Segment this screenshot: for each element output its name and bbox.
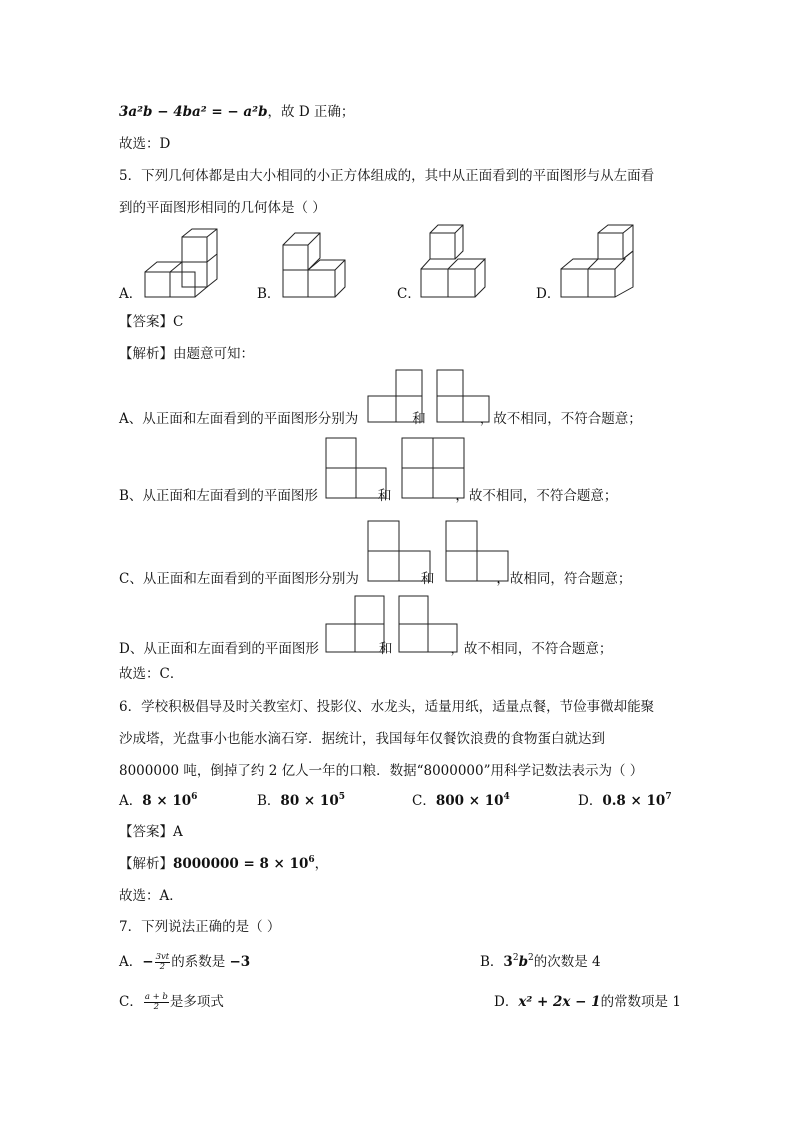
q5-option-c-solid	[416, 223, 491, 300]
q5-choose: 故选：C．	[119, 666, 184, 682]
q6-stem-line3: 8000000 吨，倒掉了约 2 亿人一年的口粮．数据“8000000”用科学记数法表示为（ ）	[119, 763, 644, 779]
q5-analysis-c-pre: C、从正面和左面看到的平面图形分别为	[119, 571, 359, 587]
q5-analysis-d-post: ，故不相同，不符合题意；	[450, 641, 613, 657]
q5-a-front-view	[368, 370, 423, 425]
q7-option-a: A．− $\frac{3vt}{2}$ 的系数是 −3	[119, 952, 251, 972]
q6-option-b: B．$80 \times 10^5$	[257, 792, 345, 809]
q5-analysis-a-and: 和	[412, 411, 426, 427]
q7-option-c: C． $\frac{a + b}{2}$ 是多项式	[119, 992, 224, 1012]
q5-c-front-view	[368, 521, 432, 583]
q5-analysis-a-post: ，故不相同，不符合题意；	[479, 411, 642, 427]
q7-option-d: D．x² + 2x − 1的常数项是 1	[494, 994, 681, 1010]
q5-d-left-view	[399, 596, 461, 654]
q5-analysis-a-pre: A、从正面和左面看到的平面图形分别为	[119, 411, 359, 427]
q5-stem-line1: 5．下列几何体都是由大小相同的小正方体组成的，其中从正面看到的平面图形与从左面看	[119, 168, 655, 184]
prev-equation-line	[119, 103, 354, 121]
q5-analysis-intro: 【解析】由题意可知：	[119, 346, 254, 362]
q6-option-a: A．$8 \times 10^6$	[119, 792, 198, 809]
q7-c-fraction: $\frac{a + b}{2}$	[144, 992, 168, 1012]
q5-option-a-solid	[140, 225, 220, 300]
q6-analysis: 【解析】$8000000 = 8 \times 10^6$，	[119, 855, 329, 872]
prev-equation-tail: ，故 D 正确；	[267, 104, 355, 120]
q5-a-left-view	[437, 370, 492, 425]
q5-option-d-label: D．	[536, 286, 561, 302]
q7-option-b: B．$3^2b^2$的次数是 4	[480, 953, 601, 970]
q5-option-d-solid	[556, 223, 646, 300]
q5-analysis-d-pre: D、从正面和左面看到的平面图形	[119, 641, 319, 657]
q5-analysis-d-and: 和	[378, 641, 393, 657]
q5-d-front-view	[326, 596, 388, 654]
q5-c-left-view	[446, 521, 510, 583]
prev-choose: 故选：D	[119, 136, 171, 152]
q5-analysis-b-and: 和	[377, 488, 392, 504]
q5-b-left-view	[402, 438, 466, 500]
q5-answer: 【答案】C	[119, 314, 184, 330]
q7-a-fraction: $\frac{3vt}{2}$	[155, 952, 170, 972]
q6-stem-line1: 6．学校积极倡导及时关教室灯、投影仪、水龙头，适量用纸，适量点餐，节俭事微却能聚	[119, 699, 655, 715]
q5-option-c-label: C．	[397, 286, 421, 302]
q5-analysis-b-pre: B、从正面和左面看到的平面图形	[119, 488, 318, 504]
q5-analysis-c-and: 和	[420, 571, 435, 587]
q6-answer: 【答案】A	[119, 824, 183, 840]
prev-equation: 3a²b − 4ba² = − a²b	[119, 104, 268, 120]
q5-analysis-b-post: ，故不相同，不符合题意；	[455, 488, 618, 504]
q6-choose: 故选：A．	[119, 888, 183, 904]
q5-analysis-c-post: ，故相同，符合题意；	[496, 571, 632, 587]
q6-option-c: C．$800 \times 10^4$	[412, 792, 510, 809]
q7-stem: 7．下列说法正确的是（ ）	[119, 919, 281, 935]
q5-option-b-label: B．	[257, 286, 281, 302]
q5-b-front-view	[326, 438, 388, 500]
q5-stem-line2: 到的平面图形相同的几何体是（ ）	[119, 200, 326, 216]
q6-stem-line2: 沙成塔，光盘事小也能水滴石穿．据统计，我国每年仅餐饮浪费的食物蛋白就达到	[119, 731, 605, 747]
q5-option-a-label: A．	[119, 286, 143, 302]
q5-option-b-solid	[278, 225, 353, 300]
q6-option-d: D．$0.8 \times 10^7$	[578, 792, 672, 809]
